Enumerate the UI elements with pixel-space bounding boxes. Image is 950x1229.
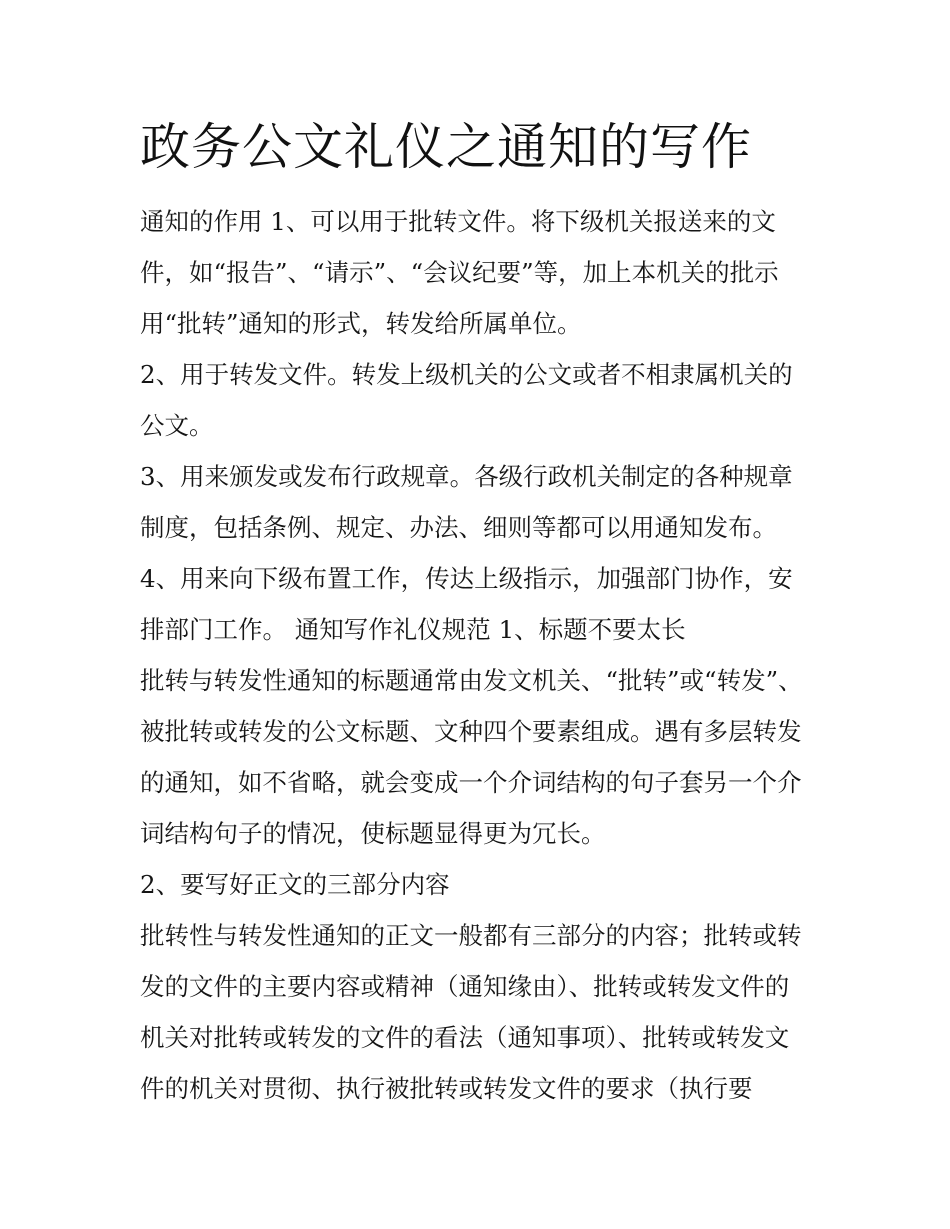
body-line: 2、用于转发文件。转发上级机关的公文或者不相隶属机关的 <box>140 360 793 389</box>
body-line: 件的机关对贯彻、执行被批转或转发文件的要求（执行要 <box>140 1074 753 1103</box>
body-line: 词结构句子的情况，使标题显得更为冗长。 <box>140 819 606 848</box>
body-line: 的通知，如不省略，就会变成一个介词结构的句子套另一个介 <box>140 768 802 797</box>
body-line: 批转与转发性通知的标题通常由发文机关、“批转”或“转发”、 <box>140 666 803 695</box>
body-line: 用“批转”通知的形式，转发给所属单位。 <box>140 309 582 338</box>
body-line: 3、用来颁发或发布行政规章。各级行政机关制定的各种规章 <box>140 462 793 491</box>
body-line: 制度，包括条例、规定、办法、细则等都可以用通知发布。 <box>140 513 777 542</box>
document-title: 政务公文礼仪之通知的写作 <box>140 118 752 176</box>
body-line: 批转性与转发性通知的正文一般都有三部分的内容；批转或转 <box>140 921 802 950</box>
body-line: 机关对批转或转发的文件的看法（通知事项）、批转或转发文 <box>140 1023 790 1052</box>
body-line: 排部门工作。 通知写作礼仪规范 1、标题不要太长 <box>140 615 686 644</box>
body-line: 公文。 <box>140 411 214 440</box>
body-line: 件，如“报告”、“请示”、“会议纪要”等，加上本机关的批示 <box>140 258 779 287</box>
body-line: 发的文件的主要内容或精神（通知缘由）、批转或转发文件的 <box>140 972 790 1001</box>
body-line: 通知的作用 1、可以用于批转文件。将下级机关报送来的文 <box>140 207 776 236</box>
body-line: 2、要写好正文的三部分内容 <box>140 870 450 899</box>
body-line: 4、用来向下级布置工作，传达上级指示，加强部门协作，安 <box>140 564 793 593</box>
body-line: 被批转或转发的公文标题、文种四个要素组成。遇有多层转发 <box>140 717 802 746</box>
